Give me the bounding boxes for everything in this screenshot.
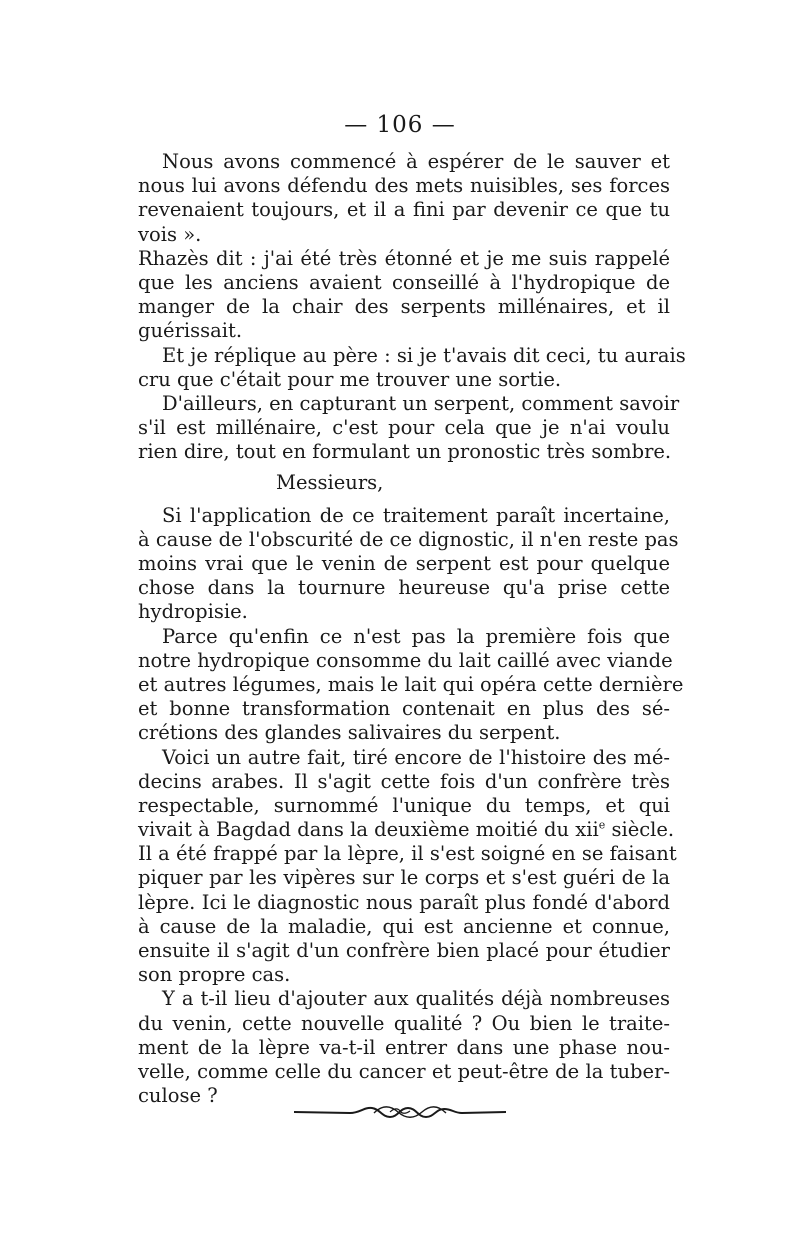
text-line-content: que les anciens avaient conseillé à l'hydropique de	[138, 270, 670, 294]
text-line-content: culose ?	[138, 1084, 218, 1108]
text-line-content: Parce qu'enfin ce n'est pas la première fois que	[162, 624, 670, 648]
text-line	[138, 471, 670, 495]
text-line	[138, 576, 670, 600]
text-line	[138, 866, 670, 890]
text-line-content: piquer par les vipères sur le corps et s'est guéri de la	[138, 866, 670, 890]
text-line-content: Il a été frappé par la lèpre, il s'est soigné en se faisant	[138, 842, 677, 866]
text-line	[138, 295, 670, 319]
text-line-content: Voici un autre fait, tiré encore de l'histoire des mé-	[162, 745, 670, 769]
text-line	[138, 963, 670, 987]
text-line	[138, 391, 680, 416]
text-line	[138, 600, 670, 624]
text-line-content: lèpre. Ici le diagnostic nous paraît plus fondé d'abord	[138, 890, 670, 914]
text-line	[138, 794, 670, 818]
text-line	[138, 440, 670, 464]
text-line-content: guérissait.	[138, 319, 243, 343]
text-line-content: son propre cas.	[138, 963, 291, 987]
text-line	[138, 697, 670, 721]
text-line	[138, 343, 686, 368]
text-line-content: Et je réplique au père : si je t'avais dit ceci, tu aurais	[162, 343, 686, 367]
text-line-content: cru que c'était pour me trouver une sortie.	[138, 367, 562, 391]
text-line-content: s'il est millénaire, c'est pour cela que je n'ai voulu	[138, 416, 670, 440]
superscript: e	[598, 818, 606, 832]
text-line	[138, 987, 670, 1011]
text-line	[138, 818, 675, 842]
text-line	[138, 368, 670, 392]
text-line	[138, 891, 670, 915]
text-line-content: hydropisie.	[138, 600, 248, 624]
text-line-content: à cause de l'obscurité de ce dignostic, il n'en reste pas	[138, 527, 679, 551]
text-line-content: Y a t-il lieu d'ajouter aux qualités déjà nombreuses	[162, 987, 670, 1011]
text-line-content: crétions des glandes salivaires du serpent.	[138, 721, 561, 745]
text-line-content: Rhazès dit : j'ai été très étonné et je me suis rappelé	[138, 246, 670, 270]
text-line	[138, 504, 670, 528]
text-line	[138, 198, 670, 222]
text-line	[138, 416, 670, 440]
text-line-content: Si l'application de ce traitement paraît incertaine,	[162, 503, 670, 527]
text-line-content: chose dans la tournure heureuse qu'a prise cette	[138, 576, 670, 600]
text-line	[138, 552, 670, 576]
text-line-content: manger de la chair des serpents millénaires, et il	[138, 295, 670, 319]
text-line-content: decins arabes. Il s'agit cette fois d'un confrère très	[138, 769, 670, 793]
text-line	[138, 672, 684, 697]
text-line	[138, 648, 673, 673]
text-line-content: à cause de la maladie, qui est ancienne et connue,	[138, 914, 670, 938]
text-line	[138, 939, 670, 963]
text-line	[138, 319, 670, 343]
text-line	[138, 271, 670, 295]
text-line	[138, 1012, 670, 1036]
text-line-content: vois ».	[138, 222, 202, 246]
text-line-content: et bonne transformation contenait en plus des sé-	[138, 697, 670, 721]
text-line	[138, 223, 670, 247]
text-line	[138, 150, 670, 174]
text-line	[138, 1036, 670, 1060]
text-line-content: respectable, surnommé l'unique du temps, et qui	[138, 793, 670, 817]
page-number: — 106 —	[344, 112, 456, 138]
text-line-content: D'ailleurs, en capturant un serpent, comment savoir	[162, 391, 680, 415]
text-line-content: du venin, cette nouvelle qualité ? Ou bien le traite-	[138, 1011, 670, 1035]
text-line-content: ment de la lèpre va-t-il entrer dans une phase nou-	[138, 1035, 670, 1059]
text-line-content: nous lui avons défendu des mets nuisibles, ses forces	[138, 174, 670, 198]
text-line-content: Nous avons commencé à espérer de le sauver et	[162, 150, 670, 173]
text-line-content: ensuite il s'agit d'un confrère bien placé pour étudier	[138, 939, 670, 962]
text-line	[138, 174, 670, 198]
text-line-content: notre hydropique consomme du lait caillé avec viande	[138, 648, 673, 672]
text-line	[138, 842, 677, 866]
text-line-content: moins vrai que le venin de serpent est pour quelque	[138, 552, 670, 575]
text-line	[138, 1060, 670, 1084]
text-line	[138, 746, 670, 770]
text-line	[138, 915, 670, 939]
text-line-tail: siècle.	[605, 818, 675, 842]
text-line	[138, 527, 679, 552]
text-line-content: Messieurs,	[276, 471, 384, 495]
text-line	[138, 625, 670, 649]
tail-piece-flourish-icon	[290, 1098, 510, 1128]
text-line	[138, 770, 670, 794]
text-line-content: vivait à Bagdad dans la deuxième moitié du xii	[138, 818, 599, 842]
text-line	[138, 247, 670, 271]
text-line-content: revenaient toujours, et il a fini par devenir ce que tu	[138, 198, 670, 222]
body-text	[138, 150, 686, 1108]
text-line-content: et autres légumes, mais le lait qui opéra cette dernière	[138, 672, 684, 696]
text-line-content: rien dire, tout en formulant un pronostic très sombre.	[138, 440, 672, 464]
text-line-content: velle, comme celle du cancer et peut-être de la tuber-	[138, 1059, 670, 1083]
text-line	[138, 721, 670, 745]
